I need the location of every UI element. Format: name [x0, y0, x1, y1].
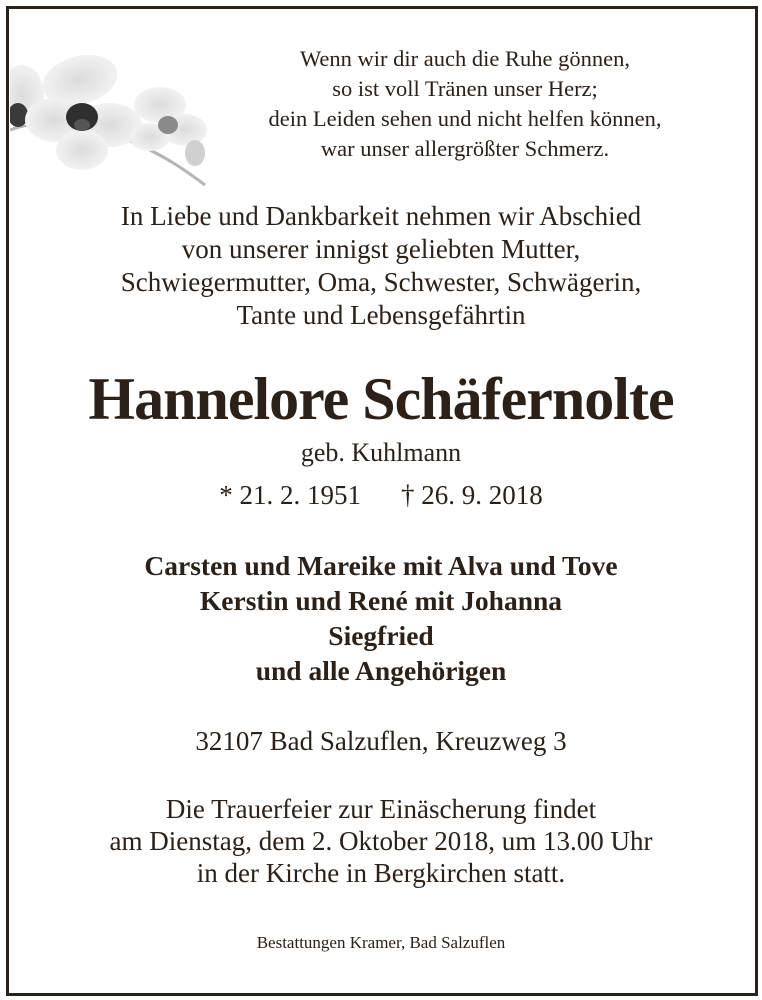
life-dates: [30, 478, 732, 512]
mourners-line: und alle Angehörigen: [255, 655, 507, 686]
verse: [205, 44, 725, 164]
funeral-line: Die Trauerfeier zur Einäscherung findet: [165, 794, 597, 824]
intro-line: In Liebe und Dankbarkeit nehmen wir Abschied: [120, 201, 642, 231]
mourners: [30, 548, 732, 688]
death-date: † 26. 9. 2018: [401, 480, 543, 510]
mourners-line: Kerstin und René mit Johanna: [199, 585, 563, 616]
birth-name: geb. Kuhlmann: [300, 438, 462, 467]
deceased-name: Hannelore Schäfernolte: [88, 366, 674, 432]
intro-line: Schwiegermutter, Oma, Schwester, Schwägerin,: [120, 267, 642, 297]
intro-line: Tante und Lebensgefährtin: [236, 300, 526, 330]
mourners-line: Siegfried: [328, 620, 434, 651]
address: 32107 Bad Salzuflen, Kreuzweg 3: [195, 726, 567, 756]
orchid-illustration: [10, 45, 215, 195]
verse-line: so ist voll Tränen unser Herz;: [332, 76, 598, 101]
funeral-line: in der Kirche in Bergkirchen statt.: [196, 858, 566, 888]
verse-line: war unser allergrößter Schmerz.: [320, 136, 610, 161]
birth-date: * 21. 2. 1951: [219, 480, 361, 510]
mourners-line: Carsten und Mareike mit Alva und Tove: [144, 550, 618, 581]
verse-line: Wenn wir dir auch die Ruhe gönnen,: [300, 46, 630, 71]
intro-text: [30, 200, 732, 332]
undertaker: Bestattungen Kramer, Bad Salzuflen: [256, 933, 506, 952]
funeral-line: am Dienstag, dem 2. Oktober 2018, um 13.00 Uhr: [109, 826, 653, 856]
funeral-info: [30, 793, 732, 889]
verse-line: dein Leiden sehen und nicht helfen können,: [268, 106, 662, 131]
intro-line: von unserer innigst geliebten Mutter,: [181, 234, 581, 264]
